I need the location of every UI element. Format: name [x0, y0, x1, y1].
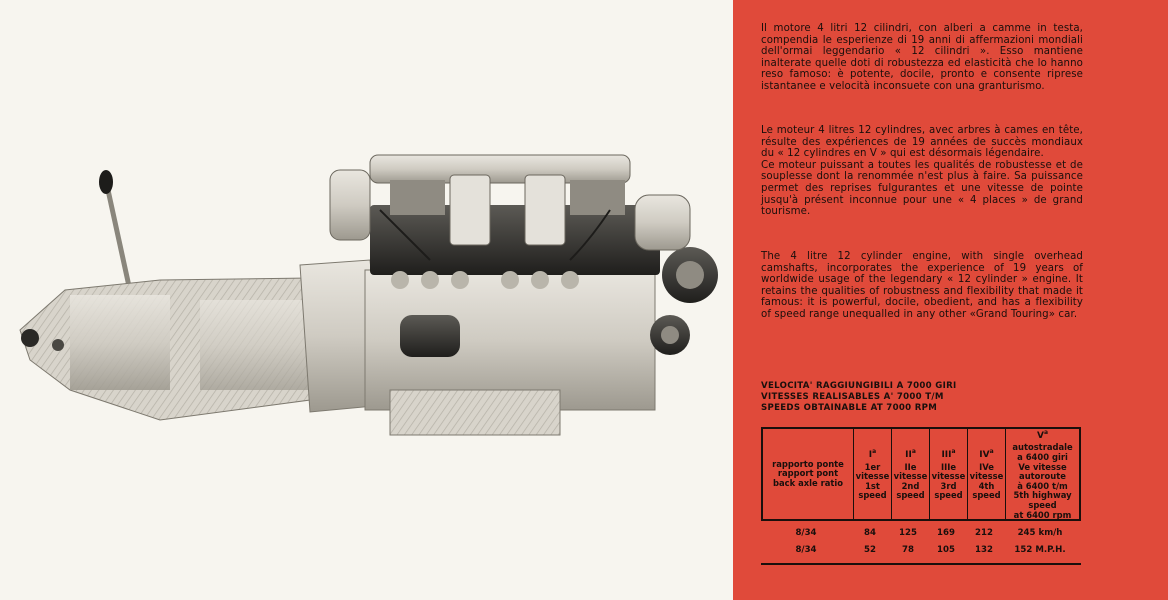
speeds-heading-italian: VELOCITA' RAGGIUNGIBILI A 7000 GIRI [761, 381, 957, 391]
gear-speed-table [761, 427, 1081, 565]
french-paragraph-2: Ce moteur puissant a toutes les qualités de robustesse et de souplesse dont la renommée n'est plus à faire. Sa puissance permet des reprises fulgurantes et une vitesse de pointe jusqu'à présent inconnue pour une « 4 places » de grand tourisme. [761, 159, 1083, 218]
gear-5-roman: $V^a$ [1036, 428, 1049, 441]
french-paragraph [761, 125, 1083, 218]
gear-2-value: 78 [902, 544, 914, 555]
ratio-header-cell [763, 429, 853, 519]
gear-2-roman: $II^a$ [905, 448, 916, 461]
gear-table-body [761, 521, 1081, 565]
gear-2-value: 125 [899, 527, 917, 538]
speeds-heading [761, 381, 1091, 414]
gear-1-roman: $I^a$ [868, 448, 877, 461]
gear-4-value: 212 [975, 527, 993, 538]
engine-gearbox-photo-icon [10, 150, 725, 450]
right-page-text-panel [733, 0, 1168, 600]
english-paragraph: The 4 litre 12 cylinder engine, with single overhead camshafts, incorporates the experience of 19 years of worldwide usage of the legendary « 12 cylinder » engine. It retains the qualities of robustness and flexibility that made it famous: it is powerful, docile, obedient, and has a flexibility of speed range unequalled in any other «Grand Touring» car. [761, 251, 1083, 320]
ratio-header-french: rapport pont [777, 468, 839, 479]
ratio-cell: 8/34 [795, 544, 817, 555]
gear-2-header: $II^a$ IIe vitesse 2nd speed [891, 429, 929, 519]
gear-3-roman: III$^a$ [941, 448, 956, 461]
gear-4-roman: $IV^a$ [979, 448, 994, 461]
gear-1-header: $I^a$ 1er vitesse 1st speed [853, 429, 891, 519]
gear-1-value: 52 [864, 544, 876, 555]
ratio-header-italian: rapporto ponte [772, 458, 844, 469]
italian-paragraph: Il motore 4 litri 12 cilindri, con alberi a camme in testa, compendia le esperienze di 19 anni di affermazioni mondiali dell'ormai leggendario « 12 cilindri ». Esso mantiene inalterate quelle doti di robustezza ed elasticità che lo hanno reso famoso: è potente, docile, pronto e consente riprese istantanee e velocità inconsuete con una granturismo. [761, 23, 1083, 92]
ratio-header-english: back axle ratio [772, 477, 844, 488]
gear-table-header [761, 427, 1081, 521]
gear-5-value: 152 M.P.H. [1014, 544, 1066, 555]
gear-5-header: $V^a$ autostradale a 6400 giri Ve vitesse autoroute à 6400 t/m 5th highway speed at 6400 rpm [1005, 429, 1079, 519]
gear-4-value: 132 [975, 544, 993, 555]
gear-3-value: 169 [937, 527, 955, 538]
gear-3-header: III$^a$ IIIe vitesse 3rd speed [929, 429, 967, 519]
gear-4-header: $IV^a$ IVe vitesse 4th speed [967, 429, 1005, 519]
gear-3-value: 105 [937, 544, 955, 555]
ratio-cell: 8/34 [795, 527, 817, 538]
french-paragraph-1: Le moteur 4 litres 12 cylindres, avec arbres à cames en tête, résulte des expériences de 19 années de succès mondiaux du « 12 cylindres en V » qui est désormais légendaire. [761, 125, 1083, 160]
table-row [761, 542, 1081, 559]
table-row [761, 525, 1081, 542]
speeds-heading-english: SPEEDS OBTAINABLE AT 7000 RPM [761, 403, 938, 413]
gear-1-value: 84 [864, 527, 876, 538]
speeds-heading-french: VITESSES REALISABLES A' 7000 T/M [761, 392, 944, 402]
gear-5-value: 245 km/h [1017, 527, 1063, 538]
